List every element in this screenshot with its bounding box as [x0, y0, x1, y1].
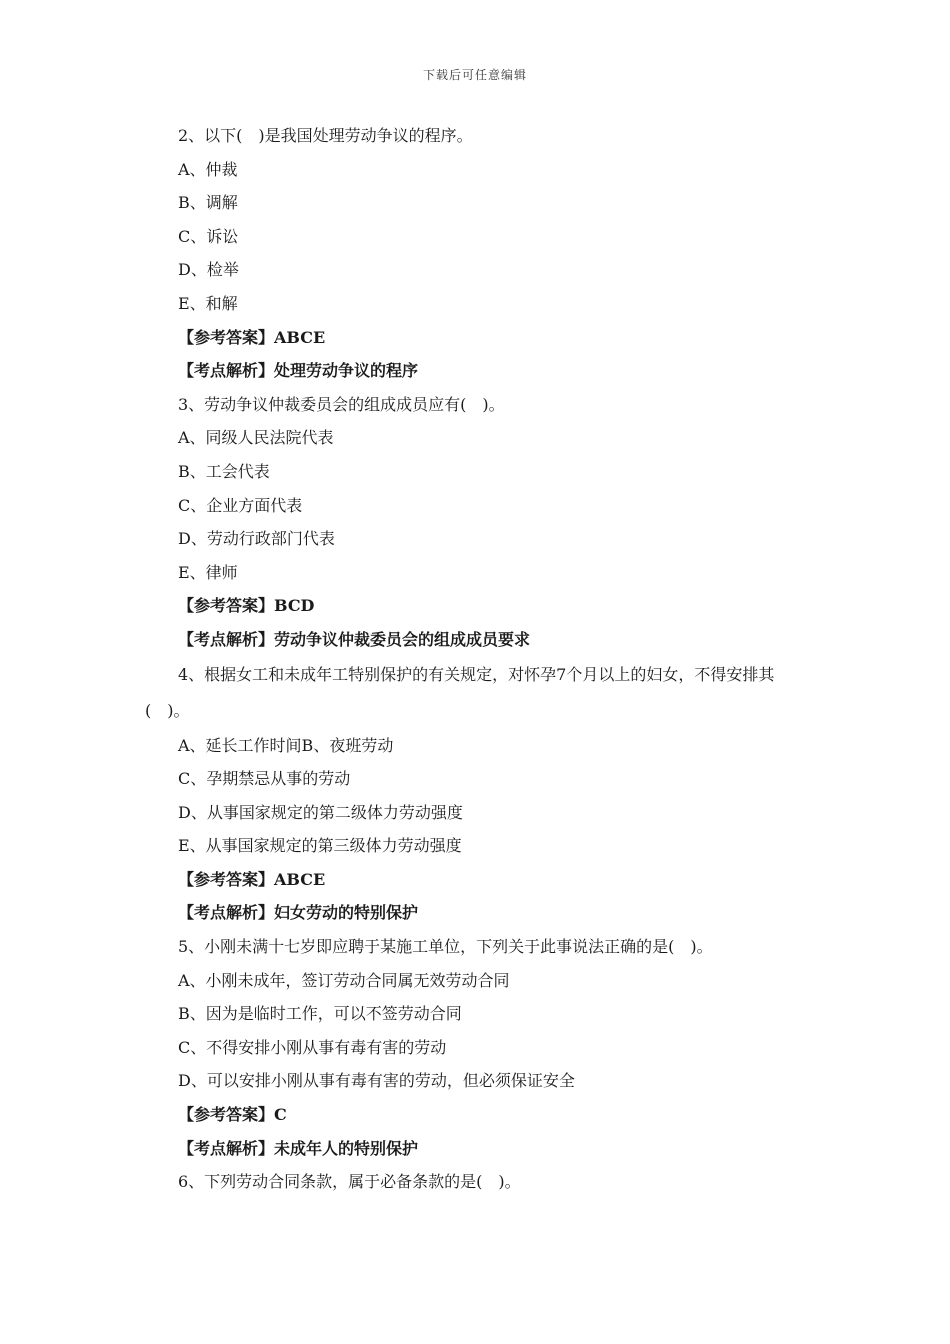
option-c: C、诉讼 — [178, 226, 239, 246]
option-d: D、劳动行政部门代表 — [178, 529, 335, 549]
option-d: D、检举 — [178, 260, 239, 280]
option-b: B、工会代表 — [178, 461, 270, 481]
document-body — [145, 119, 815, 1199]
option-d: D、从事国家规定的第二级体力劳动强度 — [178, 802, 463, 822]
question-stem: 5、小刚未满十七岁即应聘于某施工单位，下列关于此事说法正确的是( )。 — [178, 937, 713, 957]
key-point-analysis: 【考点解析】未成年人的特别保护 — [178, 1138, 419, 1158]
key-point-analysis: 【考点解析】处理劳动争议的程序 — [178, 361, 419, 381]
option-a: A、仲裁 — [178, 159, 238, 179]
option-b: B、调解 — [178, 193, 238, 213]
option-c: C、企业方面代表 — [178, 495, 303, 515]
option-e: E、从事国家规定的第三级体力劳动强度 — [178, 836, 462, 856]
key-point-analysis: 【考点解析】妇女劳动的特别保护 — [178, 903, 419, 923]
question-stem: 6、下列劳动合同条款，属于必备条款的是( )。 — [178, 1172, 521, 1192]
reference-answer: 【参考答案】BCD — [178, 596, 315, 616]
question-stem: 2、以下( )是我国处理劳动争议的程序。 — [178, 126, 473, 145]
reference-answer: 【参考答案】C — [178, 1105, 287, 1125]
option-a: A、同级人民法院代表 — [178, 428, 334, 448]
option-a: A、小刚未成年，签订劳动合同属无效劳动合同 — [178, 970, 510, 990]
question-stem: 4、根据女工和未成年工特别保护的有关规定，对怀孕7个月以上的妇女，不得安排其( )。 — [145, 664, 775, 720]
option-c: C、孕期禁忌从事的劳动 — [178, 769, 351, 789]
option-c: C、不得安排小刚从事有毒有害的劳动 — [178, 1037, 447, 1057]
reference-answer: 【参考答案】ABCE — [178, 869, 326, 889]
option-b: B、因为是临时工作，可以不签劳动合同 — [178, 1004, 462, 1024]
option-e: E、和解 — [178, 293, 238, 313]
page-header: 下载后可任意编辑 — [422, 68, 527, 82]
key-point-analysis: 【考点解析】劳动争议仲裁委员会的组成成员要求 — [178, 629, 531, 649]
reference-answer: 【参考答案】ABCE — [178, 327, 326, 347]
option-d: D、可以安排小刚从事有毒有害的劳动，但必须保证安全 — [178, 1071, 575, 1091]
option-a: A、延长工作时间B、夜班劳动 — [178, 735, 394, 755]
question-stem: 3、劳动争议仲裁委员会的组成成员应有( )。 — [178, 394, 505, 414]
option-e: E、律师 — [178, 562, 238, 582]
